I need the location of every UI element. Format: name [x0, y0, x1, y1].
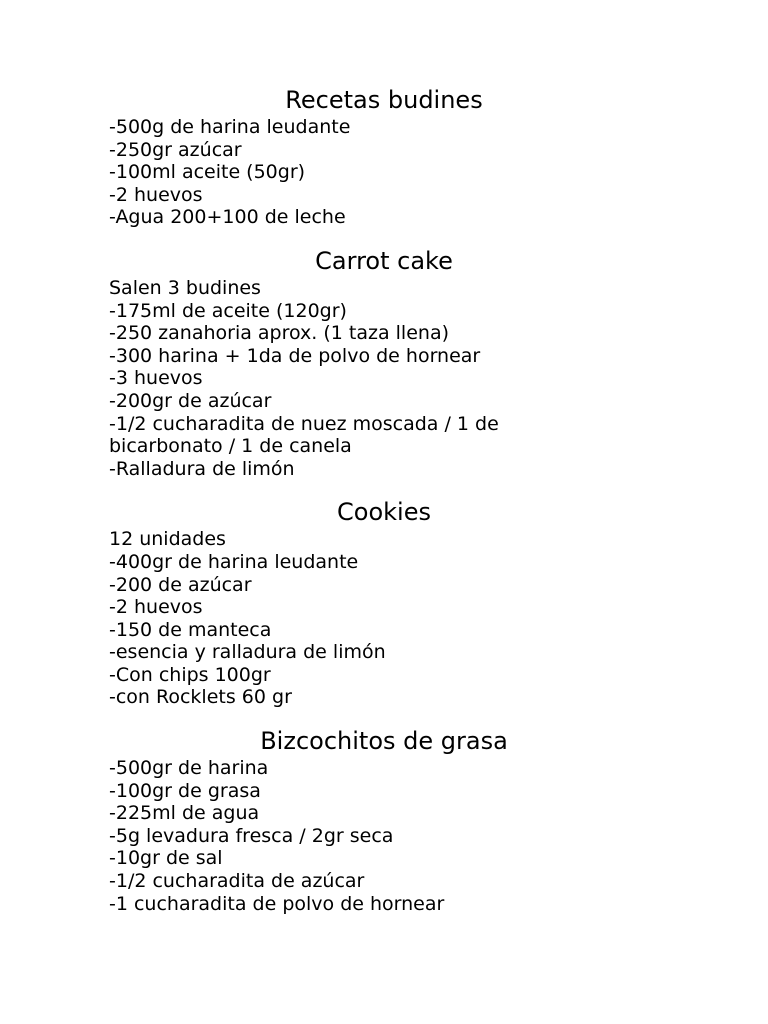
ingredient-list	[109, 277, 659, 480]
ingredient-line: -1/2 cucharadita de azúcar	[109, 870, 365, 893]
ingredient-line: -500g de harina leudante	[109, 116, 351, 138]
ingredient-line: -1/2 cucharadita de nuez moscada / 1 de	[109, 412, 499, 435]
recipe-section-bizcochitos-de-grasa	[109, 725, 659, 915]
section-title: Cookies	[337, 498, 431, 527]
section-title: Carrot cake	[315, 246, 453, 275]
ingredient-line: -250gr azúcar	[109, 138, 242, 161]
ingredient-list	[109, 757, 659, 915]
ingredient-line: -5g levadura fresca / 2gr seca	[109, 824, 394, 847]
section-title: Bizcochitos de grasa	[260, 727, 508, 756]
ingredient-line: -100gr de grasa	[109, 779, 261, 802]
ingredient-line: -400gr de harina leudante	[109, 550, 359, 573]
ingredient-line: -250 zanahoria aprox. (1 taza llena)	[109, 322, 449, 345]
section-title: Recetas budines	[285, 86, 483, 114]
ingredient-line: bicarbonato / 1 de canela	[109, 435, 352, 458]
ingredient-line: -225ml de agua	[109, 802, 260, 825]
ingredient-line: -Agua 200+100 de leche	[109, 206, 346, 229]
recipe-section-recetas-budines	[109, 84, 659, 229]
ingredient-line: -300 harina + 1da de polvo de hornear	[109, 344, 481, 367]
ingredient-line: -1 cucharadita de polvo de hornear	[109, 892, 445, 915]
recipe-section-carrot-cake	[109, 245, 659, 480]
ingredient-line: -2 huevos	[109, 183, 203, 206]
ingredient-line: -Con chips 100gr	[109, 663, 271, 686]
ingredient-line: -200gr de azúcar	[109, 389, 272, 412]
ingredient-line: 12 unidades	[109, 528, 226, 551]
ingredient-list	[109, 528, 659, 709]
ingredient-line: -200 de azúcar	[109, 573, 252, 596]
document-page	[109, 84, 659, 915]
ingredient-line: -Ralladura de limón	[109, 457, 295, 480]
ingredient-line: -con Rocklets 60 gr	[109, 686, 292, 709]
ingredient-line: Salen 3 budines	[109, 276, 261, 299]
ingredient-line: -500gr de harina	[109, 757, 269, 780]
ingredient-line: -2 huevos	[109, 596, 203, 619]
ingredient-line: -175ml de aceite (120gr)	[109, 299, 347, 322]
ingredient-line: -3 huevos	[109, 367, 203, 390]
ingredient-list	[109, 116, 659, 229]
ingredient-line: -esencia y ralladura de limón	[109, 641, 386, 664]
ingredient-line: -150 de manteca	[109, 618, 272, 641]
ingredient-line: -10gr de sal	[109, 847, 223, 870]
recipe-section-cookies	[109, 496, 659, 709]
ingredient-line: -100ml aceite (50gr)	[109, 161, 306, 184]
